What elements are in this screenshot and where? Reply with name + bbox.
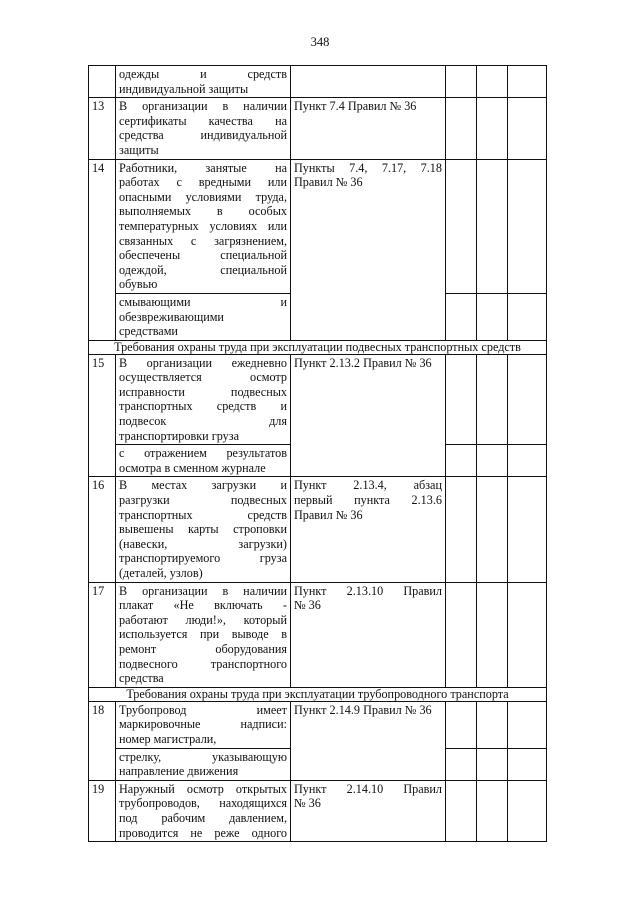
reference-cell xyxy=(291,98,446,159)
requirement-cell xyxy=(116,748,291,780)
row-number-cell: 13 xyxy=(89,98,116,159)
requirement-line: Трубопровод имеет xyxy=(119,702,287,717)
requirement-cell xyxy=(116,701,291,748)
reference-line: Правил № 36 xyxy=(294,175,363,190)
answer-na-cell[interactable] xyxy=(508,293,547,340)
requirement-line: транспортируемого груза xyxy=(119,551,287,566)
answer-yes-cell[interactable] xyxy=(446,445,477,477)
answer-no-cell[interactable] xyxy=(477,293,508,340)
answer-na-cell[interactable] xyxy=(508,159,547,293)
requirement-cell xyxy=(116,159,291,293)
requirement-line: сертификаты качества на xyxy=(119,113,287,128)
requirement-line: Работники, занятые на xyxy=(119,160,287,175)
requirement-cell xyxy=(116,582,291,687)
reference-cell xyxy=(291,582,446,687)
requirement-line: обеспечены специальной xyxy=(119,248,287,263)
answer-yes-cell[interactable] xyxy=(446,354,477,445)
reference-line: Пункт 2.13.4, абзац xyxy=(294,478,442,493)
table-row xyxy=(89,66,547,98)
requirement-cell xyxy=(116,293,291,340)
answer-na-cell[interactable] xyxy=(508,445,547,477)
requirement-cell xyxy=(116,354,291,445)
requirement-cell xyxy=(116,477,291,582)
answer-yes-cell[interactable] xyxy=(446,159,477,293)
reference-line: № 36 xyxy=(294,598,321,613)
requirement-line: средствами xyxy=(119,324,178,339)
requirement-line: осмотра в сменном журнале xyxy=(119,460,266,475)
row-number-cell: 17 xyxy=(89,582,116,687)
requirement-line: связанных с загрязнением, xyxy=(119,233,287,248)
requirement-line: выполняемых в особых xyxy=(119,204,287,219)
answer-no-cell[interactable] xyxy=(477,445,508,477)
requirement-line: транспортировки груза xyxy=(119,428,239,443)
reference-line: № 36 xyxy=(294,796,321,811)
table-row xyxy=(89,354,547,445)
requirement-line: (деталей, узлов) xyxy=(119,566,203,580)
answer-na-cell[interactable] xyxy=(508,66,547,98)
requirement-cell xyxy=(116,780,291,841)
requirement-line: трубопроводов, находящихся xyxy=(119,796,287,811)
requirement-line: средства xyxy=(119,671,164,686)
answer-yes-cell[interactable] xyxy=(446,748,477,780)
requirement-line: смывающими и xyxy=(119,294,287,309)
section-title: Требования охраны труда при эксплуатации подвесных транспортных средств xyxy=(89,340,547,354)
requirement-line: температурных условиях или xyxy=(119,218,287,233)
requirement-line: транспортных средств xyxy=(119,507,287,522)
answer-na-cell[interactable] xyxy=(508,780,547,841)
requirement-line: В местах загрузки и xyxy=(119,478,287,493)
answer-na-cell[interactable] xyxy=(508,98,547,159)
answer-no-cell[interactable] xyxy=(477,582,508,687)
reference-line: Пункт 2.14.9 Правил № 36 xyxy=(294,702,432,717)
requirement-line: плакат «Не включать - xyxy=(119,598,287,613)
answer-yes-cell[interactable] xyxy=(446,477,477,582)
table-row xyxy=(89,159,547,293)
row-number-cell: 18 xyxy=(89,701,116,780)
requirement-line: работах с вредными или xyxy=(119,175,287,190)
reference-line: Пункт 2.13.2 Правил № 36 xyxy=(294,355,432,370)
reference-line: Правил № 36 xyxy=(294,507,363,522)
requirement-line: обезвреживающими xyxy=(119,309,224,324)
answer-no-cell[interactable] xyxy=(477,159,508,293)
answer-na-cell[interactable] xyxy=(508,701,547,748)
checklist-table xyxy=(88,65,547,842)
table-row xyxy=(89,780,547,841)
requirement-line: маркировочные надписи: xyxy=(119,717,287,732)
table-row xyxy=(89,701,547,748)
requirement-line: В организации в наличии xyxy=(119,99,287,114)
answer-no-cell[interactable] xyxy=(477,477,508,582)
requirement-line: Наружный осмотр открытых xyxy=(119,781,287,796)
requirement-line: номер магистрали, xyxy=(119,731,217,746)
answer-yes-cell[interactable] xyxy=(446,582,477,687)
requirement-cell xyxy=(116,445,291,477)
requirement-line: разгрузки подвесных xyxy=(119,493,287,508)
answer-na-cell[interactable] xyxy=(508,477,547,582)
reference-cell xyxy=(291,159,446,340)
reference-cell xyxy=(291,477,446,582)
requirement-line: одежды и средств xyxy=(119,67,287,81)
requirement-line: направление движения xyxy=(119,764,239,779)
requirement-line: транспортных средств и xyxy=(119,399,287,414)
table-row xyxy=(89,98,547,159)
requirement-line: подвесок для xyxy=(119,414,287,429)
answer-yes-cell[interactable] xyxy=(446,66,477,98)
requirement-line: В организации в наличии xyxy=(119,583,287,598)
row-number-cell: 14 xyxy=(89,159,116,340)
row-number-cell: 16 xyxy=(89,477,116,582)
requirement-line: обувью xyxy=(119,277,158,292)
requirement-line: средства индивидуальной xyxy=(119,128,287,143)
requirement-line: опасными условиями труда, xyxy=(119,189,287,204)
reference-line: первый пункта 2.13.6 xyxy=(294,493,442,508)
table-row xyxy=(89,477,547,582)
requirement-cell xyxy=(116,98,291,159)
answer-na-cell[interactable] xyxy=(508,748,547,780)
row-number-cell: 19 xyxy=(89,780,116,841)
answer-no-cell[interactable] xyxy=(477,98,508,159)
reference-cell xyxy=(291,66,446,98)
requirement-cell xyxy=(116,66,291,98)
requirement-line: осуществляется осмотр xyxy=(119,370,287,385)
requirement-line: одеждой, специальной xyxy=(119,262,287,277)
requirement-line: исправности подвесных xyxy=(119,384,287,399)
reference-line: Пункт 2.13.10 Правил xyxy=(294,583,442,598)
requirement-line: защиты xyxy=(119,142,159,157)
table-row xyxy=(89,582,547,687)
answer-yes-cell[interactable] xyxy=(446,701,477,748)
requirement-line: под рабочим давлением, xyxy=(119,810,287,825)
reference-line: Пункт 7.4 Правил № 36 xyxy=(294,99,417,114)
section-header-row xyxy=(89,687,547,701)
requirement-line: индивидуальной защиты xyxy=(119,81,249,96)
requirement-line: работают люди!», который xyxy=(119,612,287,627)
reference-line: Пункты 7.4, 7.17, 7.18 xyxy=(294,160,442,175)
requirement-line: (навески, загрузки) xyxy=(119,536,287,551)
section-title: Требования охраны труда при эксплуатации трубопроводного транспорта xyxy=(89,687,547,701)
reference-line: Пункт 2.14.10 Правил xyxy=(294,781,442,796)
requirement-line: вывешены карты строповки xyxy=(119,522,287,537)
requirement-line: используется при выводе в xyxy=(119,627,287,642)
requirement-line: проводится не реже одного xyxy=(119,825,287,840)
requirement-line: с отражением результатов xyxy=(119,446,287,461)
reference-cell xyxy=(291,780,446,841)
reference-cell xyxy=(291,354,446,477)
requirement-line: подвесного транспортного xyxy=(119,656,287,671)
answer-no-cell[interactable] xyxy=(477,701,508,748)
answer-yes-cell[interactable] xyxy=(446,98,477,159)
page-number: 348 xyxy=(310,35,330,49)
answer-yes-cell[interactable] xyxy=(446,293,477,340)
section-header-row xyxy=(89,340,547,354)
answer-na-cell[interactable] xyxy=(508,582,547,687)
answer-no-cell[interactable] xyxy=(477,66,508,98)
reference-cell xyxy=(291,701,446,780)
requirement-line: В организации ежедневно xyxy=(119,355,287,370)
answer-yes-cell[interactable] xyxy=(446,780,477,841)
requirement-line: стрелку, указывающую xyxy=(119,749,287,764)
answer-na-cell[interactable] xyxy=(508,354,547,445)
row-number-cell: 15 xyxy=(89,354,116,477)
row-number-cell xyxy=(89,66,116,98)
answer-no-cell[interactable] xyxy=(477,780,508,841)
answer-no-cell[interactable] xyxy=(477,748,508,780)
requirement-line: ремонт оборудования xyxy=(119,641,287,656)
answer-no-cell[interactable] xyxy=(477,354,508,445)
